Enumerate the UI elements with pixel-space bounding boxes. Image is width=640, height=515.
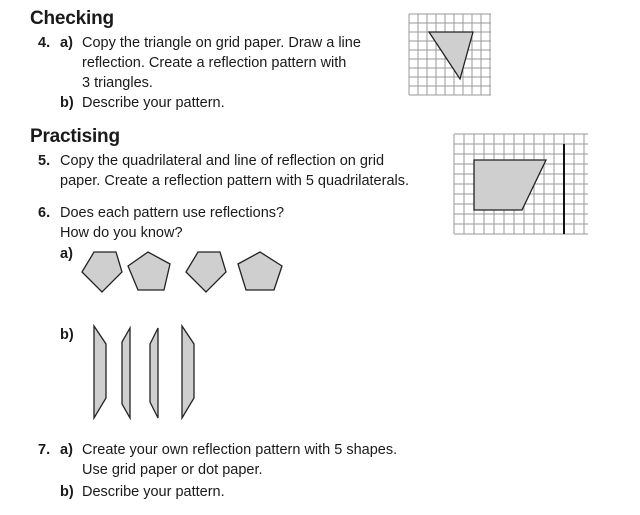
q4a-line-3: 3 triangles.: [82, 75, 153, 91]
q5-line-2: paper. Create a reflection pattern with 5 quadrilaterals.: [60, 173, 410, 189]
q4-number: 4.: [38, 35, 51, 51]
q5-number: 5.: [38, 153, 51, 169]
q5-grid-figure: [450, 130, 592, 238]
q5-line-1: Copy the quadrilateral and line of reflection on grid: [60, 153, 385, 169]
q7a-line-2: Use grid paper or dot paper.: [82, 462, 263, 478]
q6a-pentagon-4: [238, 252, 282, 290]
q4-grid-figure: [405, 10, 495, 102]
q6a-pentagon-pattern: [78, 246, 290, 298]
q6b-shape-4: [182, 326, 194, 418]
q6b-shape-1: [94, 326, 106, 418]
q6b-quadrilateral-pattern: [88, 322, 198, 424]
section-heading-practising: Practising: [30, 126, 120, 147]
q6a-pentagon-3: [186, 252, 226, 292]
q5-quadrilateral-shape: [474, 160, 546, 210]
q4a-line-2: reflection. Create a reflection pattern with: [82, 55, 347, 71]
q6a-label: a): [60, 246, 73, 262]
q6b-shape-2: [122, 328, 130, 418]
q7b-label: b): [60, 484, 74, 500]
section-heading-checking: Checking: [30, 8, 114, 29]
q7-number: 7.: [38, 442, 51, 458]
q6b-shape-3: [150, 328, 158, 418]
q7b-text: Describe your pattern.: [82, 484, 225, 500]
q6-line-1: Does each pattern use reflections?: [60, 205, 285, 221]
q4a-line-1: Copy the triangle on grid paper. Draw a line: [82, 35, 361, 51]
q6-line-2: How do you know?: [60, 225, 183, 241]
q4b-text: Describe your pattern.: [82, 95, 225, 111]
q6-number: 6.: [38, 205, 51, 221]
q4a-label: a): [60, 35, 73, 51]
q7a-line-1: Create your own reflection pattern with 5 shapes.: [82, 442, 398, 458]
q6a-pentagon-1: [82, 252, 122, 292]
q7a-label: a): [60, 442, 73, 458]
q4b-label: b): [60, 95, 74, 111]
q6a-pentagon-2: [128, 252, 170, 290]
q6b-label: b): [60, 327, 74, 343]
